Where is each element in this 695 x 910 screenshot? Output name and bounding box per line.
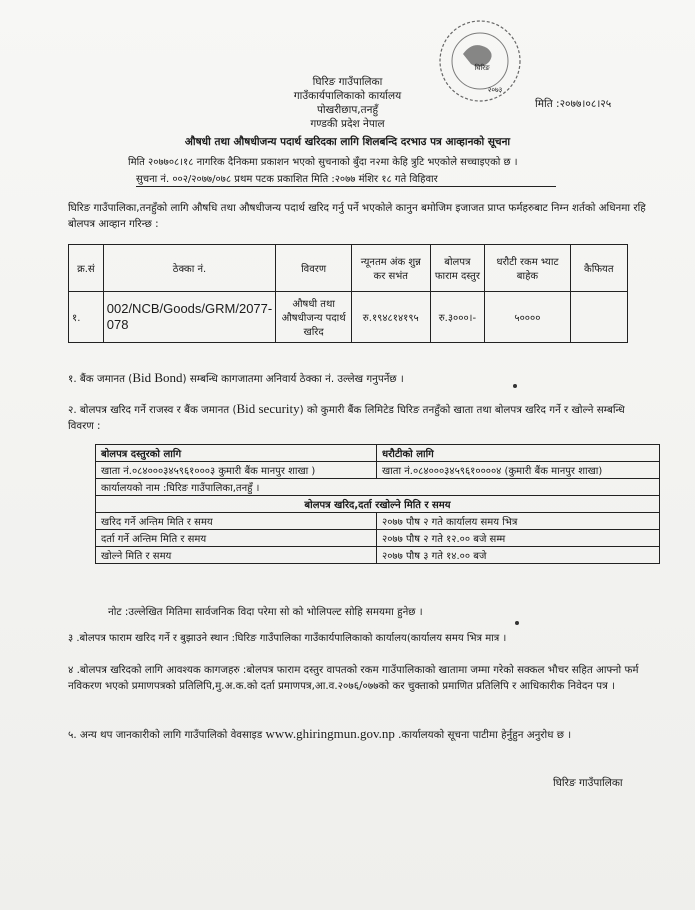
item-1 (68, 370, 648, 387)
cell-description: औषधी तथा औषधीजन्य पदार्थ खरिद (276, 292, 352, 343)
table-row (96, 547, 660, 564)
cell-contract-no: 002/NCB/Goods/GRM/2077-078 (103, 292, 275, 343)
office-name-row: कार्यालयको नाम :घिरिङ गाउँपालिका,तनहुँ । (96, 479, 660, 496)
bid-security-term: Bid security (236, 401, 300, 416)
fee-account-heading: बोलपत्र दस्तुरको लागि (96, 445, 377, 462)
opening-date-value: २०७७ पौष ३ गते १४.०० बजे (377, 547, 660, 564)
item-3: ३ .बोलपत्र फाराम खरिद गर्ने र बुझाउने स्थान :घिरिङ गाउँपालिका गाउँकार्यपालिकाको कार्यालय(कार्यालय समय भित्र मात्र । (68, 633, 507, 644)
fee-account-number: खाता नं.०८४०००३४५९६१०००३ कुमारी बैंक मानपुर शाखा ) (96, 462, 377, 479)
municipality-name: घिरिङ गाउँपालिका (312, 76, 383, 88)
intro-paragraph: घिरिङ गाउँपालिका,तनहुँको लागि औषधि तथा औषधीजन्य पदार्थ खरिद गर्नु पर्ने भएकोले कानुन बमोजिम इजाजत प्राप्त फर्महरुबाट निम्न शर्तको अधिनमा रहि बोलपत्र आव्हान गरिन्छ : (68, 202, 646, 230)
ink-dot (515, 621, 519, 625)
office-address: पोखरीछाप,तनहुँ (316, 104, 379, 116)
item-1-prefix: १. बैंक जमानत ( (68, 373, 133, 385)
tender-table (68, 244, 628, 343)
cell-form-fee: रु.३०००।- (430, 292, 485, 343)
holiday-note: नोट :उल्लेखित मितिमा सार्वजनिक विदा परेमा सो को भोलिपल्ट सोहि समयमा हुनेछ । (108, 606, 423, 618)
svg-text:घिरिङ: घिरिङ (474, 64, 490, 72)
table-row (96, 513, 660, 530)
cell-remarks (570, 292, 627, 343)
purchase-deadline-label: खरिद गर्ने अन्तिम मिति र समय (96, 513, 377, 530)
notice-title: औषधी तथा औषधीजन्य पदार्थ खरिदका लागि शिलबन्दि दरभाउ पत्र आव्हानको सूचना (184, 136, 511, 148)
notice-number-line: सुचना नं. ००२/२०७७/०७८ प्रथम पटक प्रकाशित मिति :२०७७ मंशिर १८ गते विहिवार (136, 171, 556, 187)
item-1-suffix: ) सम्बन्धि कागजातमा अनिवार्य ठेक्का नं. उल्लेख गनुपर्नेछ । (182, 373, 404, 385)
document-date: मिति :२०७७।०८।२५ (535, 98, 612, 110)
th-deposit: धरौटी रकम भ्याट बाहेक (485, 245, 570, 292)
item-4: ४ .बोलपत्र खरिदको लागि आवश्यक कागजहरु :बोलपत्र फाराम दस्तुर वापतको रकम गाउँपालिकाको खातामा जम्मा गरेको सक्कल भौचर सहित आफ्नो फर्म नविकरण भएको प्रमाणपत्रको प्रतिलिपि,मु.अ.क.को दर्ता प्रमाणपत्र,आ.व.२०७६/०७७को कर चुक्ताको प्रमाणित प्रतिलिपि र आधिकारीक निवेदन पत्र । (68, 664, 639, 692)
tender-table-header (69, 245, 628, 292)
opening-date-label: खोल्ने मिति र समय (96, 547, 377, 564)
province-name: गण्डकी प्रदेश नेपाल (310, 118, 385, 130)
th-serial: क्र.सं (69, 245, 104, 292)
deposit-account-heading: धरौटीको लागि (377, 445, 660, 462)
cell-deposit: ५०००० (485, 292, 570, 343)
item-5-suffix: .कार्यालयको सूचना पाटीमा हेर्नुहुन अनुरोध छ । (394, 729, 572, 741)
office-name: गाउँकार्यपालिकाको कार्यालय (293, 90, 402, 102)
website-link[interactable]: www.ghiringmun.gov.np (265, 726, 395, 741)
th-description: विवरण (276, 245, 352, 292)
item-2-prefix: २. बोलपत्र खरिद गर्ने राजस्व र बैंक जमानत ( (68, 404, 237, 416)
th-min-amount: न्यूनतम अंक शुन्न कर सभंत (352, 245, 431, 292)
th-form-fee: बोलपत्र फाराम दस्तुर (430, 245, 485, 292)
item-2-suffix: ) को कुमारी बैंक लिमिटेड घिरिङ तनहुँको खाता तथा बोलपत्र खरिद गर्ने र खोल्ने सम्बन्धि विवरण : (68, 404, 625, 432)
submission-deadline-label: दर्ता गर्ने अन्तिम मिति र समय (96, 530, 377, 547)
item-5 (68, 726, 653, 743)
deposit-account-number: खाता नं.०८४०००३४५९६१००००४ (कुमारी बैंक मानपुर शाखा) (377, 462, 660, 479)
cell-serial: १. (69, 292, 104, 343)
purchase-deadline-value: २०७७ पौष २ गते कार्यालय समय भित्र (377, 513, 660, 530)
correction-note: मिति २०७७०८।१८ नागरिक दैनिकमा प्रकाशन भएको सुचनाको बुँदा न२मा केहि त्रुटि भएकोले सच्चाइएको छ । (128, 157, 518, 168)
item-5-prefix: ५. अन्य थप जानकारीको लागि गाउँपालिको वेवसाइड (68, 729, 266, 741)
th-contract-no: ठेक्का नं. (103, 245, 275, 292)
signoff: घिरिङ गाउँपालिका (553, 777, 623, 789)
item-2 (68, 401, 653, 434)
th-remarks: कैफियत (570, 245, 627, 292)
bid-bond-term: Bid Bond (132, 370, 183, 385)
account-details-table (95, 444, 660, 564)
table-row (96, 530, 660, 547)
dates-section-title: बोलपत्र खरिद,दर्ता रखोल्ने मिति र समय (96, 496, 660, 513)
svg-text:२०७३: २०७३ (487, 86, 503, 94)
cell-min-amount: रु.१९४८१४१९५ (352, 292, 431, 343)
table-row (69, 292, 628, 343)
ink-dot (513, 384, 517, 388)
submission-deadline-value: २०७७ पौष २ गते १२.०० बजे सम्म (377, 530, 660, 547)
